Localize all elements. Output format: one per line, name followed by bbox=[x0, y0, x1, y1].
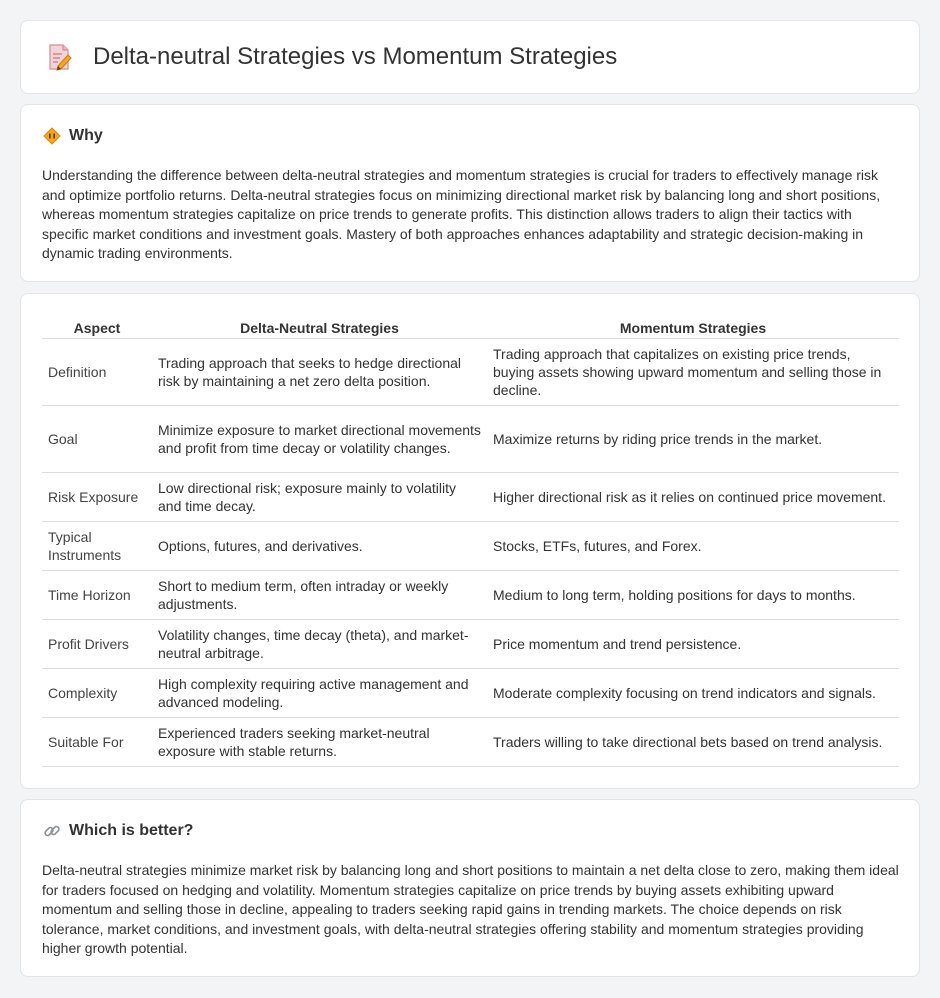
better-text: Delta-neutral strategies minimize market risk by balancing long and short positions to maintain a net delta close to zero, making them ideal for traders focused on hedging and volatility. Momentum strategies capitalize on price trends by buying assets exhibiting upward momentum and selling those in decline, appealing to traders seeking rapid gains in trending markets. The choice depends on risk tolerance, market conditions, and investment goals, with delta-neutral strategies offering stability and momentum strategies providing higher growth potential. bbox=[42, 862, 899, 957]
why-text: Understanding the difference between delta-neutral strategies and momentum strategies is crucial for traders to effectively manage risk and optimize portfolio returns. Delta-neutral strategies focus on minimizing directional market risk by balancing long and short positions, whereas momentum strategies capitalize on price trends to generate profits. This distinction allows traders to align their tactics with specific market conditions and investment goals. Mastery of both approaches enhances adaptability and strategic decision-making in dynamic trading environments. bbox=[42, 167, 881, 262]
table-row bbox=[42, 405, 899, 472]
table-row bbox=[42, 668, 899, 717]
table-row bbox=[42, 521, 899, 570]
row-momentum: Maximize returns by riding price trends in the market. bbox=[487, 405, 899, 472]
link-icon bbox=[43, 822, 61, 840]
better-title: Which is better? bbox=[69, 822, 194, 839]
why-title: Why bbox=[69, 127, 103, 144]
header-momentum: Momentum Strategies bbox=[487, 316, 899, 338]
row-aspect: Goal bbox=[42, 405, 152, 472]
table-row bbox=[42, 570, 899, 619]
row-aspect: Time Horizon bbox=[42, 570, 152, 619]
title-row bbox=[47, 43, 617, 71]
row-delta-neutral: Short to medium term, often intraday or weekly adjustments. bbox=[152, 570, 487, 619]
better-heading bbox=[43, 822, 193, 840]
row-aspect: Complexity bbox=[42, 668, 152, 717]
row-momentum: Stocks, ETFs, futures, and Forex. bbox=[487, 521, 899, 570]
table-row bbox=[42, 717, 899, 766]
table-row bbox=[42, 472, 899, 521]
row-aspect: Suitable For bbox=[42, 717, 152, 766]
row-delta-neutral: Options, futures, and derivatives. bbox=[152, 521, 487, 570]
which-is-better-section bbox=[20, 799, 920, 977]
row-momentum: Higher directional risk as it relies on continued price movement. bbox=[487, 472, 899, 521]
header-delta-neutral: Delta-Neutral Strategies bbox=[152, 316, 487, 338]
row-aspect: Profit Drivers bbox=[42, 619, 152, 668]
row-momentum: Price momentum and trend persistence. bbox=[487, 619, 899, 668]
row-momentum: Trading approach that capitalizes on existing price trends, buying assets showing upward momentum and selling those in decline. bbox=[487, 338, 899, 405]
row-aspect: Typical Instruments bbox=[42, 521, 152, 570]
page-title: Delta-neutral Strategies vs Momentum Strategies bbox=[93, 43, 618, 70]
header-aspect: Aspect bbox=[42, 316, 152, 338]
comparison-table bbox=[42, 316, 899, 767]
row-aspect: Risk Exposure bbox=[42, 472, 152, 521]
document-edit-icon bbox=[47, 43, 73, 71]
row-momentum: Moderate complexity focusing on trend indicators and signals. bbox=[487, 668, 899, 717]
row-delta-neutral: Volatility changes, time decay (theta), and market-neutral arbitrage. bbox=[152, 619, 487, 668]
row-momentum: Traders willing to take directional bets based on trend analysis. bbox=[487, 717, 899, 766]
why-section bbox=[20, 104, 920, 282]
table-row bbox=[42, 619, 899, 668]
diamond-warning-icon bbox=[43, 127, 61, 145]
title-card bbox=[20, 20, 920, 94]
why-heading bbox=[43, 127, 103, 145]
row-delta-neutral: Trading approach that seeks to hedge directional risk by maintaining a net zero delta position. bbox=[152, 338, 487, 405]
table-row bbox=[42, 338, 899, 405]
row-delta-neutral: Minimize exposure to market directional movements and profit from time decay or volatility changes. bbox=[152, 405, 487, 472]
row-delta-neutral: Low directional risk; exposure mainly to volatility and time decay. bbox=[152, 472, 487, 521]
row-delta-neutral: High complexity requiring active management and advanced modeling. bbox=[152, 668, 487, 717]
row-aspect: Definition bbox=[42, 338, 152, 405]
comparison-section bbox=[20, 293, 920, 789]
row-delta-neutral: Experienced traders seeking market-neutral exposure with stable returns. bbox=[152, 717, 487, 766]
table-header-row bbox=[42, 316, 899, 338]
row-momentum: Medium to long term, holding positions for days to months. bbox=[487, 570, 899, 619]
